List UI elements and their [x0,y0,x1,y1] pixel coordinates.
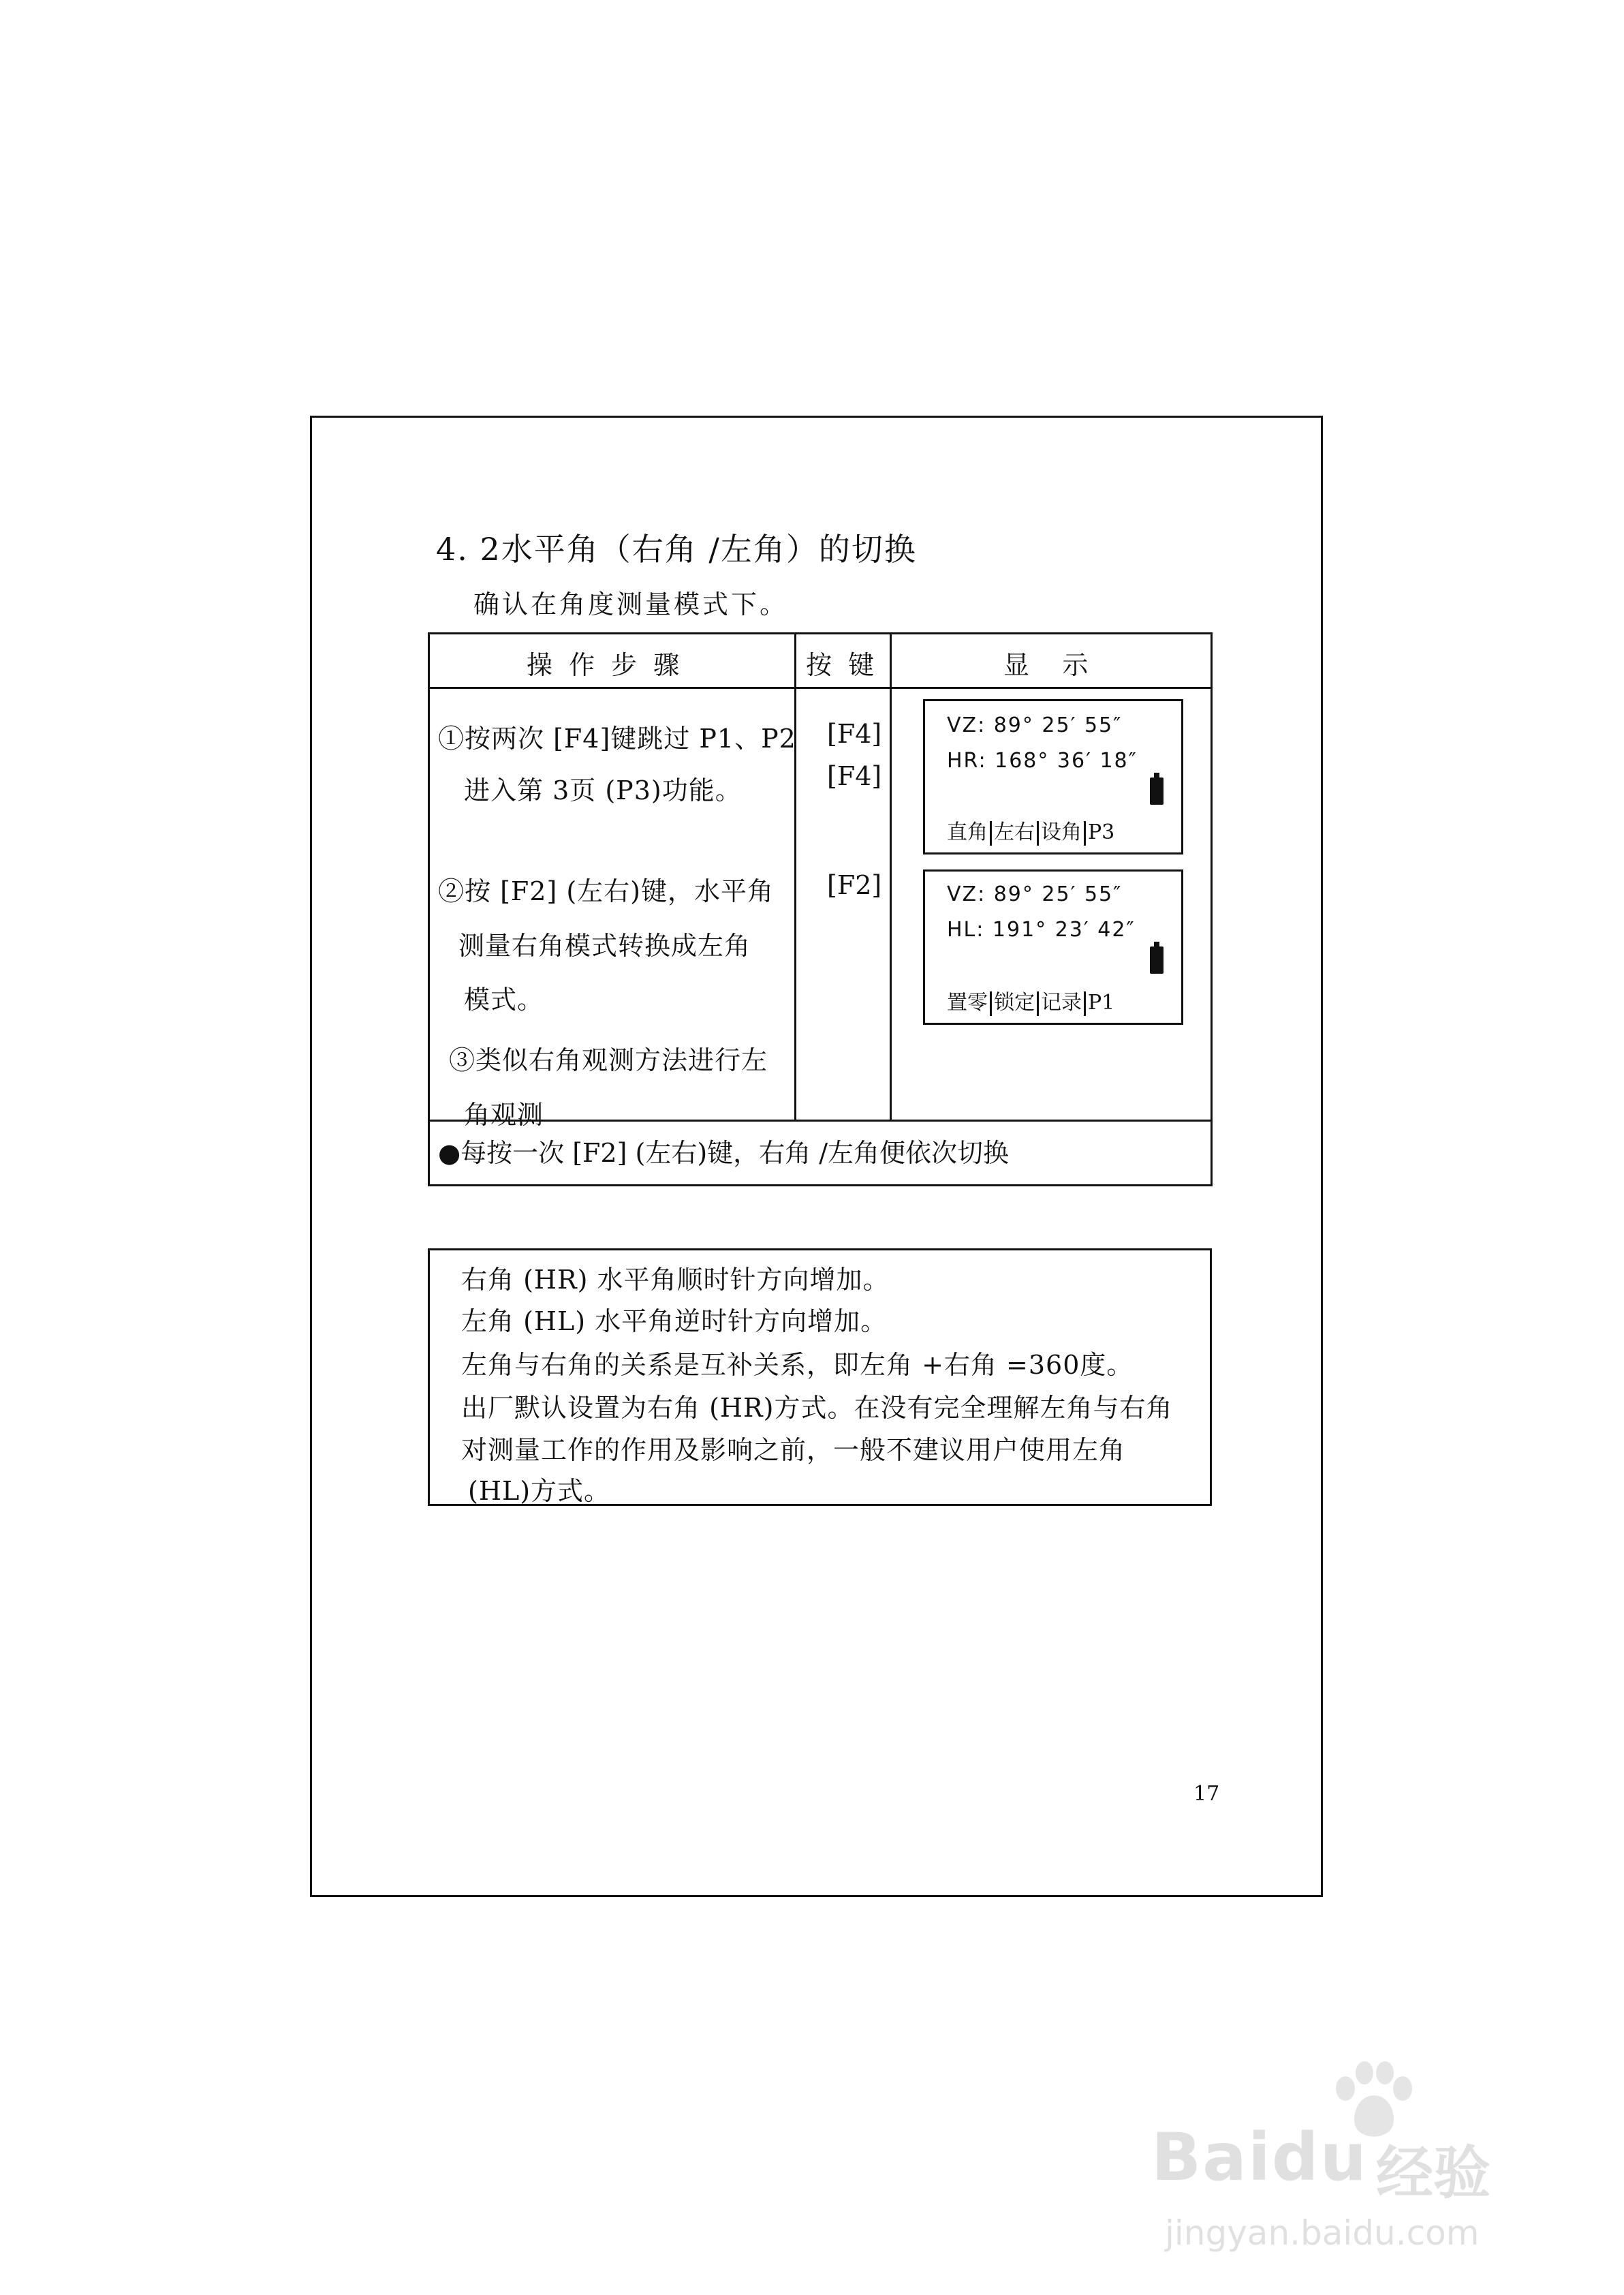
header-steps: 操 作 步 骤 [527,650,684,680]
hr-readout: HR: 168° 36′ 18″ [947,749,1138,773]
softkey-label: 记录 [1041,991,1082,1015]
header-divider [430,687,1211,689]
instrument-screen [923,869,1183,1025]
table-footnote: ●每按一次 [F2] (左右)键，右角 /左角便依次切换 [438,1138,1010,1168]
step-line: ③类似右角观测方法进行左 [449,1045,768,1075]
step-line: ①按两次 [F4]键跳过 P1、P2 [438,724,796,754]
softkey-label: P3 [1088,820,1115,844]
hl-readout: HL: 191° 23′ 42″ [947,918,1136,942]
column-divider-2 [890,634,892,1120]
intro-text: 确认在角度测量模式下。 [473,589,789,619]
note-line: 左角 (HL) 水平角逆时针方向增加。 [461,1306,888,1336]
battery-icon [1150,946,1164,974]
step-line: 进入第 3页 (P3)功能。 [464,775,742,805]
instrument-screen [923,699,1183,854]
note-line: 左角与右角的关系是互补关系，即左角 +右角 =360度。 [461,1350,1134,1380]
note-line: (HL)方式。 [468,1476,611,1506]
step-line: 模式。 [464,985,544,1015]
header-keys: 按 键 [806,650,879,680]
step-line: ②按 [F2] (左右)键，水平角 [438,876,775,906]
softkey-label: 设角 [1041,820,1082,844]
operation-table [428,632,1213,1186]
softkey-label: 左右 [994,820,1035,844]
note-line: 出厂默认设置为右角 (HR)方式。在没有完全理解左角与右角 [461,1393,1173,1423]
column-divider-1 [794,634,796,1120]
note-line: 对测量工作的作用及影响之前，一般不建议用户使用左角 [461,1435,1126,1465]
softkey-separator [990,821,992,846]
key-label: [F4] [827,719,882,749]
softkey-label: P1 [1088,991,1115,1015]
watermark-brand: Baidu [1151,2119,1368,2196]
notes-box [428,1248,1212,1506]
watermark-url: jingyan.baidu.com [1165,2213,1480,2253]
footnote-divider [430,1120,1211,1122]
softkey-bar [947,815,1114,846]
section-title: 4. 2水平角（右角 /左角）的切换 [436,531,917,568]
watermark-product: 经验 [1376,2139,1491,2206]
battery-icon [1150,777,1164,805]
softkey-label: 直角 [947,820,988,844]
page-number: 17 [1193,1782,1220,1806]
step-line: 测量右角模式转换成左角 [458,931,751,961]
softkey-bar [947,985,1114,1016]
header-display: 显 示 [1003,650,1089,680]
softkey-label: 锁定 [994,991,1035,1015]
vz-readout: VZ: 89° 25′ 55″ [947,713,1123,737]
note-line: 右角 (HR) 水平角顺时针方向增加。 [461,1265,890,1295]
softkey-separator [1084,821,1086,846]
key-label: [F4] [827,761,882,791]
softkey-separator [1037,991,1039,1016]
step-line: 角观测 [464,1100,544,1130]
softkey-separator [1084,991,1086,1016]
watermark [1151,2058,1533,2269]
softkey-separator [1037,821,1039,846]
softkey-label: 置零 [947,991,988,1015]
softkey-separator [990,991,992,1016]
vz-readout: VZ: 89° 25′ 55″ [947,882,1123,906]
key-label: [F2] [827,870,882,900]
